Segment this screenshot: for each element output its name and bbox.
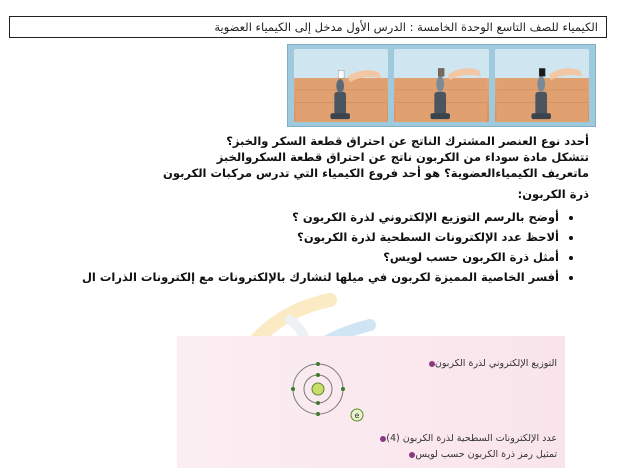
figure-line-1 (425, 358, 557, 369)
carbon-atom-diagram (290, 361, 346, 417)
illustration-panel-2 (394, 49, 488, 122)
figure-line-2-text: عدد الإلكترونات السطحية لذرة الكربون (4) (386, 433, 557, 444)
burner-flame-icon (394, 49, 488, 122)
electron-legend (350, 408, 364, 422)
task-list (81, 207, 575, 287)
list-item: • أوضح بالرسم التوزيع الإلكتروني لذرة الكربون ؟ (89, 207, 559, 227)
electron-symbol: e (354, 411, 360, 420)
burning-illustration (287, 44, 596, 127)
illustration-panel-1 (294, 49, 388, 122)
list-item: • ألاحظ عدد الإلكترونات السطحية لذرة الكربون؟ (89, 227, 559, 247)
figure-line-1-text: التوزيع الإلكتروني لذرة الكربون (434, 358, 557, 369)
question-3: ماتعريف الكيمياءالعضوية؟ هو أحد فروع الكيمياء التي تدرس مركبات الكربون (163, 166, 589, 180)
carbon-figure (177, 336, 565, 468)
burner-flame-icon (495, 49, 589, 122)
header-box (9, 16, 607, 38)
header-title: الكيمياء للصف التاسع الوحدة الخامسة : الدرس الأول مدخل إلى الكيمياء العضوية (214, 20, 598, 34)
figure-line-2 (376, 433, 557, 444)
carbon-atom-heading: ذرة الكربون: (517, 187, 589, 201)
figure-line-3-text: تمثيل رمز ذرة الكربون حسب لويس (415, 449, 557, 460)
figure-line-3 (405, 449, 557, 460)
burner-flame-icon (294, 49, 388, 122)
list-item: • أفسر الخاصية المميزة لكربون في ميلها لتشارك بالإلكترونات مع إلكترونات الذرات ال (89, 267, 559, 287)
illustration-panel-3 (495, 49, 589, 122)
list-item: • أمثل ذرة الكربون حسب لويس؟ (89, 247, 559, 267)
question-2: تتشكل مادة سوداء من الكربون ناتج عن احتراق قطعة السكروالخبز (216, 150, 589, 164)
question-1: أحدد نوع العنصر المشترك الناتج عن احتراق قطعة السكر والخبز؟ (226, 134, 589, 148)
